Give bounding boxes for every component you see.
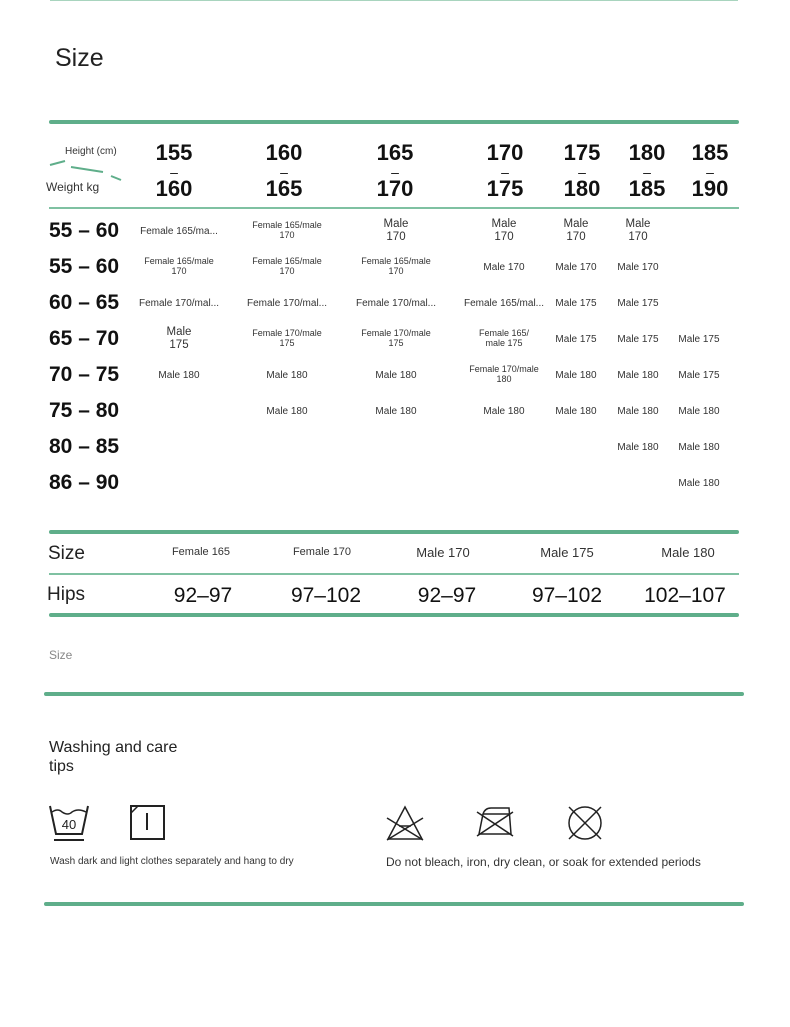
care-top-rule [44,692,744,696]
size-cell-line: 175 [388,338,404,348]
size-cell-line: Male 170 [555,261,597,273]
weight-label-row: 86 – 90 [49,471,120,494]
size-cell [602,218,674,244]
size-cell-line: Female 165/male [252,256,322,266]
no-iron-icon [475,804,515,840]
size-cell-line: Male 170 [617,261,659,273]
care-title [49,738,177,776]
size-cell [348,218,444,244]
size-cell [131,298,227,309]
hips-size-value: Female 170 [292,546,352,558]
size-cell [239,328,335,348]
size-cell [663,478,735,489]
size-cell-line: Male 180 [266,369,308,381]
size-cell [239,406,335,417]
weight-label-row: 60 – 65 [49,291,120,314]
top-divider [50,0,738,1]
hips-label: Hips [47,584,86,605]
weight-label-row: 55 – 60 [49,219,120,242]
size-cell [602,298,674,309]
size-cell-line: Female 165/mal... [463,297,545,309]
size-cell-line: 170 [388,266,404,276]
size-cell-line: Male [383,218,409,230]
hips-value: 102–107 [644,584,726,607]
size-cell-line: 170 [628,231,648,243]
weight-label: Weight kg [46,180,100,194]
size-cell [348,328,444,348]
header-divider [49,207,739,209]
size-cell-line: 170 [566,231,586,243]
care-left-text: Wash dark and light clothes separately and hang to dry [50,856,294,867]
hips-value: 92–97 [417,584,477,607]
size-cell [456,406,552,417]
size-cell-line: Male [563,218,589,230]
height-col-bottom: 170 [376,176,414,201]
care-bottom-rule [44,902,744,906]
size-cell [602,262,674,273]
size-cell-line: Female 170/mal... [138,297,220,309]
size-cell-line: 170 [171,266,187,276]
size-cell [456,218,552,244]
hips-value: 92–97 [173,584,233,607]
size-cell [663,406,735,417]
size-cell-line: Female 165/male [361,256,431,266]
size-cell-line: Male 175 [555,333,597,345]
size-cell-line: 170 [386,231,406,243]
weight-label-row: 70 – 75 [49,363,120,386]
height-col-dash: – [280,164,288,180]
size-cell-line: Male 175 [555,297,597,309]
weight-label-row: 75 – 80 [49,399,120,422]
height-col-bottom: 175 [486,176,524,201]
size-title: Size [55,44,104,72]
size-cell-line: Male 180 [617,369,659,381]
size-cell-line: 170 [494,231,514,243]
height-col-bottom: 160 [155,176,193,201]
size-cell-line: 175 [279,338,295,348]
height-label: Height (cm) [65,146,117,157]
wash-temp: 40 [61,817,77,832]
size-cell-line: Male 175 [678,333,720,345]
hips-size-value: Female 165 [171,546,231,558]
height-col-bottom: 165 [265,176,303,201]
size-cell [239,220,335,240]
care-right-text: Do not bleach, iron, dry clean, or soak for extended periods [386,855,701,869]
wash-40-icon [48,804,90,844]
size-cell [348,406,444,417]
size-cell-line: Female 170/male [361,328,431,338]
size-cell-line: Male [491,218,517,230]
size-cell-line: 170 [279,266,295,276]
height-col-top: 155 [155,140,193,165]
size-note: Size [49,648,73,662]
weight-label-row: 80 – 85 [49,435,120,458]
hips-size-value: Male 180 [661,545,715,560]
size-cell-line: Male 180 [483,405,525,417]
size-cell-line: Male 175 [678,369,720,381]
size-cell-line: Female 170/mal... [355,297,437,309]
size-cell-line: Male 175 [617,297,659,309]
height-col-bottom: 190 [691,176,729,201]
size-cell [663,442,735,453]
height-col-dash: – [501,164,509,180]
size-cell [456,298,552,309]
size-cell-line: 180 [496,374,512,384]
height-col-top: 180 [628,140,666,165]
size-cell [239,256,335,276]
care-title-line1: Washing and care [49,739,178,756]
size-cell-line: Female 170/male [252,328,322,338]
weight-label-row: 65 – 70 [49,327,120,350]
hips-bottom-rule [49,613,739,617]
size-cell-line: male 175 [485,338,523,348]
hips-value: 97–102 [531,584,603,607]
size-cell-line: Male 180 [678,441,720,453]
size-cell-line: Male 180 [375,405,417,417]
no-bleach-icon [385,804,425,842]
size-cell [456,328,552,348]
size-cell [348,256,444,276]
size-cell-line: Male 180 [617,405,659,417]
hang-dry-icon [129,804,167,842]
size-cell-line: Male 180 [555,405,597,417]
height-col-bottom: 185 [628,176,666,201]
size-cell-line: Female 165/ma... [140,225,218,237]
size-cell [348,298,444,309]
size-cell-line: Male 180 [375,369,417,381]
size-cell-line: Male [166,326,192,338]
size-cell-line: Male 180 [678,477,720,489]
size-cell-line: Female 170/mal... [246,297,328,309]
size-cell-line: Female 165/male [252,220,322,230]
height-col-dash: – [391,164,399,180]
size-cell-line: Male 180 [678,405,720,417]
hips-size-label: Size [48,543,85,564]
height-col-dash: – [643,164,651,180]
size-cell [131,256,227,276]
height-col-top: 175 [563,140,601,165]
size-cell [131,326,227,352]
hips-mid-rule [49,573,739,575]
size-cell [663,370,735,381]
hips-size-value: Male 170 [416,545,470,560]
hips-top-rule [49,530,739,534]
height-col-top: 185 [691,140,729,165]
size-cell-line: Male 175 [617,333,659,345]
size-cell [131,370,227,381]
size-cell-line: Female 165/male [144,256,214,266]
height-col-dash: – [578,164,586,180]
size-cell-line: Male 180 [266,405,308,417]
size-cell [239,298,335,309]
size-cell-line: Female 165/ [478,328,530,338]
size-cell-line: Female 170/male [469,364,539,374]
height-col-dash: – [170,164,178,180]
size-cell [456,262,552,273]
size-cell [239,370,335,381]
no-dry-clean-icon [566,804,604,842]
size-cell [456,364,552,384]
size-cell-line: Male 180 [555,369,597,381]
table-top-rule [49,120,739,124]
size-cell [131,226,227,237]
size-cell-line: 170 [279,230,295,240]
height-col-bottom: 180 [563,176,601,201]
weight-label-row: 55 – 60 [49,255,120,278]
care-title-line2: tips [49,758,74,775]
height-col-top: 170 [486,140,524,165]
height-col-dash: – [706,164,714,180]
size-cell-line: Male 180 [617,441,659,453]
size-cell-line: Male 180 [158,369,200,381]
size-cell-line: 175 [169,339,189,351]
size-cell [348,370,444,381]
size-cell-line: Male [625,218,651,230]
size-cell-line: Male 170 [483,261,525,273]
height-col-top: 165 [376,140,414,165]
hips-value: 97–102 [290,584,362,607]
height-col-top: 160 [265,140,303,165]
hips-size-value: Male 175 [540,545,594,560]
size-cell [663,334,735,345]
